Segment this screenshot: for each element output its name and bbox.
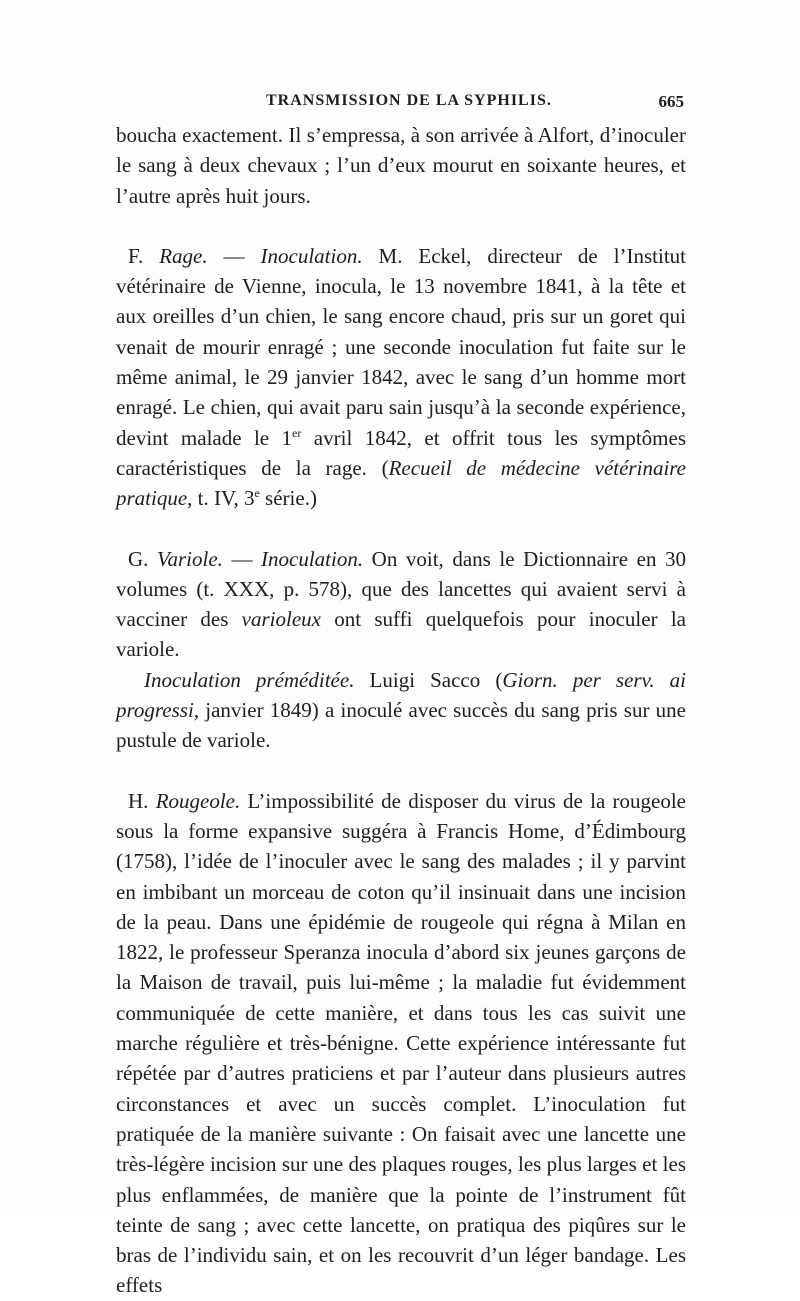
italic-term: varioleux: [241, 607, 321, 632]
section-letter: H.: [128, 788, 149, 813]
section-title: Variole.: [156, 546, 223, 571]
subsection-title: Inoculation préméditée.: [144, 667, 355, 692]
section-rage: [116, 241, 686, 514]
section-title: Rougeole.: [155, 788, 241, 813]
paragraph-text: série.): [259, 486, 317, 511]
paragraph-text: t. IV, 3: [192, 486, 255, 511]
paragraph-text: M. Eckel, directeur de l’Institut vétérinaire de Vienne, inocula, le 13 novembre 1841, à la tête et aux oreilles d’un chien, le sang encore chaud, pris sur un goret qui venait de mourir enragé ; une seconde inoculation fut faite sur le même animal, le 29 janvier 1842, avec le sang d’un homme mort enragé. Le chien, qui avait paru sain jusqu’à la seconde expérience, devint malade le 1: [116, 243, 687, 450]
section-letter: G.: [128, 546, 149, 571]
section-subtitle: Inoculation.: [260, 243, 363, 268]
paragraph-text: janvier 1849) a inoculé avec succès du sang pris sur une pustule de variole.: [116, 698, 686, 753]
subsection-inoculation-premeditee: [116, 665, 686, 756]
running-title: TRANSMISSION DE LA SYPHILIS.: [266, 92, 552, 109]
body-text: [116, 120, 686, 1301]
paragraph-text: boucha exactement. Il s’empressa, à son arrivée à Alfort, d’inoculer le sang à deux chevaux ; l’un d’eux mourut en soixante heures, et l’autre après huit jours.: [116, 123, 686, 208]
source-citation: Recueil de médecine vétérinaire pratique,: [116, 455, 686, 511]
title-dash: —: [207, 243, 261, 268]
page-number: 665: [658, 92, 684, 111]
paragraph-text: On voit, dans le Dictionnaire en 30 volumes (t. XXX, p. 578), que des lancettes qui avaient servi à vacciner des: [116, 546, 687, 632]
ordinal-superscript: er: [292, 425, 302, 440]
paragraph-text: avril 1842, et offrit tous les symptômes caractéristiques de la rage. (: [116, 425, 686, 480]
section-subtitle: Inoculation.: [261, 546, 364, 571]
section-title: Rage.: [159, 243, 208, 268]
ordinal-superscript: e: [254, 486, 260, 501]
running-head: [116, 92, 684, 118]
title-dash: —: [222, 546, 262, 571]
section-rougeole: [116, 786, 686, 1301]
section-variole: [116, 544, 686, 665]
paragraph-text: Luigi Sacco (: [354, 667, 503, 692]
section-letter: F.: [128, 243, 144, 268]
paragraph-text: L’impossibilité de disposer du virus de la rougeole sous la forme expansive suggéra à Francis Home, d’Édimbourg (1758), l’idée de l’inoculer avec le sang des malades ; il y parvint en imbibant un morceau de coton qu’il insinuait dans une incision de la peau. Dans une épidémie de rougeole qui régna à Milan en 1822, le professeur Speranza inocula d’abord six jeunes garçons de la Maison de travail, puis lui-même ; la maladie fut évidemment communiquée de cette manière, et dans tous les cas suivit une marche régulière et très-bénigne. Cette expérience intéressante fut répétée par d’autres praticiens et par l’auteur dans plusieurs autres circonstances et avec un succès complet. L’inoculation fut pratiquée de la manière suivante : On faisait avec une lancette une très-légère incision sur une des plaques rouges, les plus larges et les plus enflammées, de manière que la pointe de l’instrument fût teinte de sang ; avec cette lancette, on pratiqua des piqûres sur le bras de l’individu sain, et on les recouvrit d’un léger bandage. Les effets: [116, 788, 686, 1298]
paragraph-text: ont suffi quelquefois pour inoculer la variole.: [116, 607, 686, 662]
source-citation: Giorn. per serv. ai progressi,: [116, 667, 686, 723]
paragraph-continuation: [116, 120, 686, 211]
